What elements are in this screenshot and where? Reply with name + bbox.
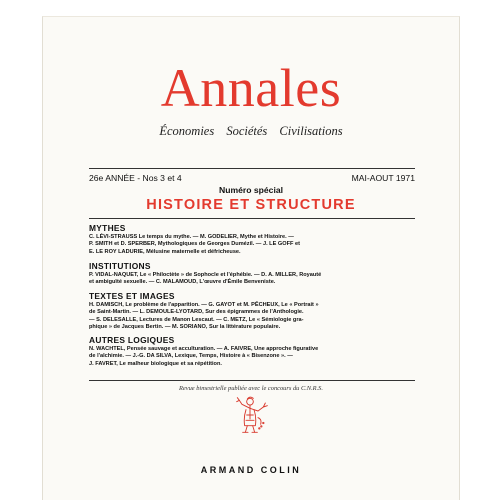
section-mythes	[89, 223, 419, 256]
contents-line: de l'alchimie. — J.-G. DA SILVA, Lexique, Temps, Histoire à « Bisenzone ». —	[89, 353, 293, 360]
sower-emblem-icon	[225, 395, 279, 435]
contents-line: P. SMITH et D. SPERBER, Mythologiques de Georges Dumézil. — J. LE GOFF et	[89, 241, 300, 248]
special-issue-label: Numéro spécial	[219, 185, 283, 195]
bottom-rule	[89, 380, 415, 381]
contents-line: J. FAVRET, Le malheur biologique et sa répétition.	[89, 360, 222, 367]
journal-title: Annales	[160, 58, 342, 118]
section-contents	[89, 272, 419, 287]
section-heading: AUTRES LOGIQUES	[89, 335, 175, 345]
contents-line: — S. DELESALLE, Lectures de Manon Lescaut. — C. METZ, Le « Sémiologie gra-	[89, 316, 304, 323]
top-rule	[89, 168, 415, 169]
contents-line: E. LE ROY LADURIE, Mélusine maternelle et défricheuse.	[89, 248, 241, 255]
contents-line: P. VIDAL-NAQUET, Le « Philoctète » de Sophocle et l'éphébie. — D. A. MILLER, Royauté	[89, 272, 322, 278]
issue-theme: HISTOIRE ET STRUCTURE	[146, 197, 356, 213]
contents-line: C. LÉVI-STRAUSS Le temps du mythe. — M. GODELIER, Mythe et Histoire. —	[89, 234, 294, 240]
section-textes-et-images	[89, 291, 419, 332]
journal-cover	[42, 16, 460, 500]
contents-line: N. WACHTEL, Pensée sauvage et acculturation. — A. FAIVRE, Une approche figurative	[89, 346, 319, 352]
publication-note: Revue bimestrielle publiée avec le concours du C.N.R.S.	[179, 385, 323, 392]
issue-number: 26e ANNÉE - Nos 3 et 4	[89, 173, 182, 183]
section-contents	[89, 234, 419, 256]
section-heading: TEXTES ET IMAGES	[89, 291, 175, 301]
contents-line: de Saint-Martin. — L. DEMOULE-LYOTARD, Sur des épigrammes de l'Anthologie.	[89, 309, 304, 316]
issue-date: MAI-AOUT 1971	[351, 173, 415, 183]
contents-line: H. DAMISCH, Le problème de l'apparition. — G. GAYOT et M. PÊCHEUX, Le « Portrait »	[89, 302, 319, 308]
section-contents	[89, 302, 419, 332]
section-heading: INSTITUTIONS	[89, 261, 151, 271]
section-autres-logiques	[89, 335, 419, 368]
publisher-name: ARMAND COLIN	[200, 465, 302, 475]
section-contents	[89, 346, 419, 368]
section-institutions	[89, 261, 419, 287]
section-heading: MYTHES	[89, 223, 126, 233]
contents-line: et ambiguïté sexuelle. — C. MALAMOUD, L'œuvre d'Émile Benveniste.	[89, 279, 276, 286]
theme-rule	[89, 218, 415, 219]
contents-line: phique » de Jacques Bertin. — M. SORIANO, Sur la littérature populaire.	[89, 324, 281, 331]
journal-subtitle: Économies Sociétés Civilisations	[159, 124, 343, 138]
